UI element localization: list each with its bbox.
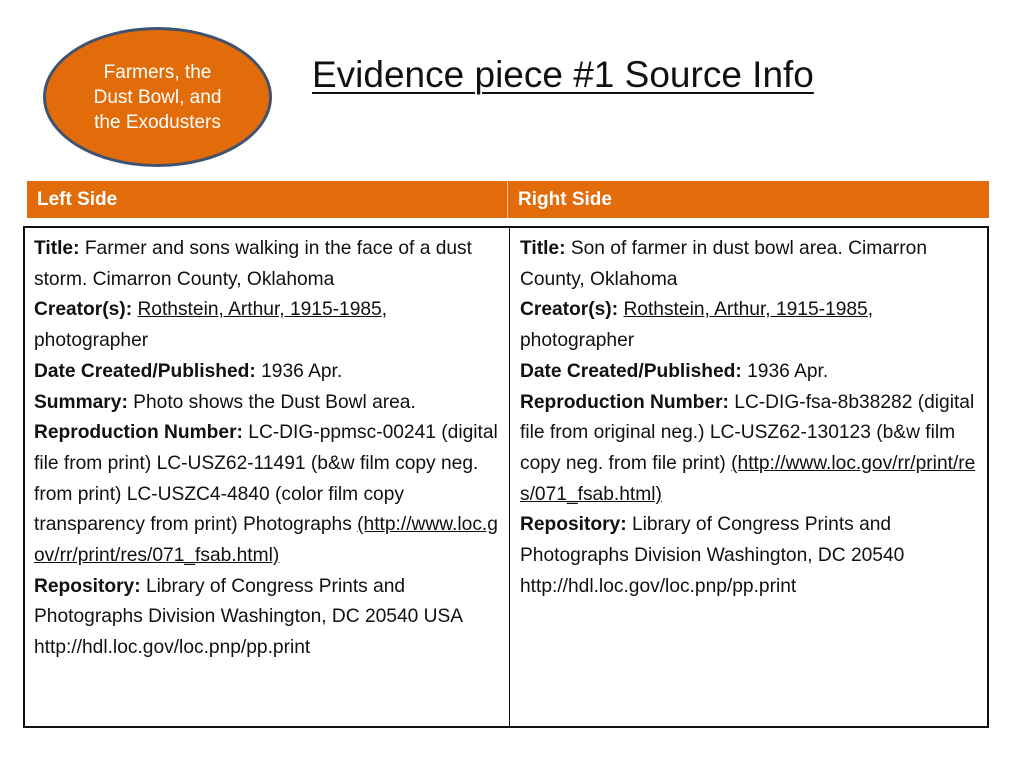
right-title-label: Title: [520,238,566,259]
left-title-value: Farmer and sons walking in the face of a dust storm. Cimarron County, Oklahoma [34,238,472,290]
left-summary-value: Photo shows the Dust Bowl area. [127,391,416,413]
left-creator-entry [34,295,499,356]
left-repro-value: LC-DIG-ppmsc-00241 (digital file from print) LC-USZ62-11491 (b&w film copy neg. from print) LC-USZC4-4840 (color film copy transparency from print) Photographs [34,422,498,536]
left-repository-value: Library of Congress Prints and Photographs Division Washington, DC 20540 USA http://hdl.loc.gov/loc.pnp/pp.print [34,575,463,659]
left-creator-link[interactable]: Rothstein, Arthur, 1915-1985 [137,299,382,321]
table-header [27,181,989,218]
right-creator-suffix: , photographer [520,299,874,352]
right-repro-value: LC-DIG-fsa-8b38282 (digital file from original neg.) LC-USZ62-130123 (b&w film copy neg. from file print) [520,391,975,474]
page-title: Evidence piece #1 Source Info [312,54,814,95]
right-repository-label: Repository: [520,514,627,536]
right-repro-entry [520,388,977,511]
left-repro-label: Reproduction Number: [34,422,243,444]
right-title-value: Son of farmer in dust bowl area. Cimarron County, Oklahoma [520,238,928,290]
right-repository-entry [520,510,977,602]
left-repository-entry [34,572,499,664]
right-creator-entry [520,295,977,356]
left-repro-url-link[interactable]: (http://www.loc.gov/rr/print/res/071_fsab.html) [34,514,498,567]
right-repro-url-link[interactable]: (http://www.loc.gov/rr/print/res/071_fsab.html) [520,452,976,505]
source-info-table [23,226,989,728]
left-creator-label: Creator(s): [34,299,133,321]
left-repro-entry [34,418,499,572]
left-date-entry [34,357,499,388]
header-left-side: Left Side [27,181,508,218]
right-side-cell [510,228,987,726]
right-date-value: 1936 Apr. [741,360,829,382]
right-repository-value: Library of Congress Prints and Photographs Division Washington, DC 20540 http://hdl.loc.gov/loc.pnp/pp.print [520,514,905,597]
right-creator-link[interactable]: Rothstein, Arthur, 1915-1985 [623,299,868,321]
left-title-entry [34,234,499,295]
right-creator-label: Creator(s): [520,299,619,321]
right-title-entry [520,234,977,295]
left-title-label: Title: [34,238,80,259]
left-repository-label: Repository: [34,575,141,597]
header-right-side: Right Side [518,189,612,210]
left-summary-entry [34,388,499,419]
left-creator-suffix: , photographer [34,299,388,352]
right-repro-label: Reproduction Number: [520,391,729,413]
right-date-entry [520,357,977,388]
left-summary-label: Summary: [34,391,128,413]
left-side-cell [25,228,510,726]
topic-badge [43,27,272,167]
topic-badge-text: Farmers, the Dust Bowl, and the Exodusters [93,61,222,133]
left-date-label: Date Created/Published: [34,360,256,382]
left-date-value: 1936 Apr. [255,360,343,382]
right-date-label: Date Created/Published: [520,360,742,382]
